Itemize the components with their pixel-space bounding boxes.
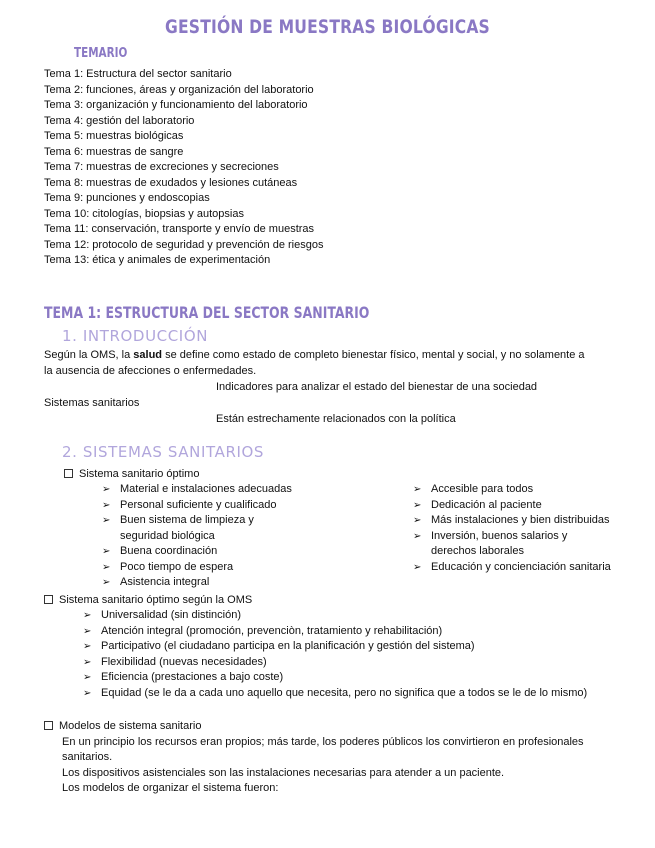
toc-item: Tema 7: muestras de excreciones y secreciones xyxy=(44,161,279,173)
arrow-bullet-icon: ➢ xyxy=(413,500,422,511)
arrow-bullet-icon: ➢ xyxy=(102,515,111,526)
dispositivos-paragraph: Los dispositivos asistenciales son las instalaciones necesarias para atender a un paciente. xyxy=(62,767,505,779)
arrow-bullet-icon: ➢ xyxy=(413,484,422,495)
list-item-continuation: seguridad biológica xyxy=(120,530,215,542)
section-sistemas-heading: 2. SISTEMAS SANITARIOS xyxy=(62,443,265,461)
arrow-bullet-icon: ➢ xyxy=(83,672,92,683)
modelos-paragraph-line2: sanitarios. xyxy=(62,751,113,763)
section-introduccion-heading: 1. INTRODUCCIÓN xyxy=(62,327,209,345)
toc-item: Tema 13: ética y animales de experimentación xyxy=(44,254,271,266)
toc-item: Tema 9: punciones y endoscopias xyxy=(44,192,210,204)
list-item: ➢ Educación y concienciación sanitaria xyxy=(413,560,611,576)
arrow-bullet-icon: ➢ xyxy=(102,577,111,588)
checkbox-icon xyxy=(44,595,53,604)
list-item: ➢ Eficiencia (prestaciones a bajo coste) xyxy=(83,670,283,686)
list-item: ➢ Dedicación al paciente xyxy=(413,498,542,514)
intro-paragraph-line2: la ausencia de afecciones o enfermedades. xyxy=(44,365,257,377)
modelos-intro-paragraph: Los modelos de organizar el sistema fueron: xyxy=(62,782,279,794)
list-item: ➢ Más instalaciones y bien distribuidas xyxy=(413,513,610,529)
arrow-bullet-icon: ➢ xyxy=(413,515,422,526)
toc-item: Tema 8: muestras de exudados y lesiones cutáneas xyxy=(44,176,298,189)
intro-paragraph-line1: Según la OMS, la salud se define como estado de completo bienestar físico, mental y social, y no solamente a xyxy=(44,349,585,361)
arrow-bullet-icon: ➢ xyxy=(413,531,422,542)
tema1-heading: TEMA 1: ESTRUCTURA DEL SECTOR SANITARIO xyxy=(44,303,370,322)
toc-item: Tema 2: funciones, áreas y organización del laboratorio xyxy=(44,83,314,96)
toc-item: Tema 5: muestras biológicas xyxy=(44,130,184,142)
table-of-contents xyxy=(44,67,323,269)
list-item: ➢ Personal suficiente y cualificado xyxy=(102,498,277,514)
arrow-bullet-icon: ➢ xyxy=(83,688,92,699)
arrow-bullet-icon: ➢ xyxy=(83,610,92,621)
toc-heading: TEMARIO xyxy=(74,46,128,61)
list-item: ➢ Asistencia integral xyxy=(102,575,209,591)
toc-item: Tema 3: organización y funcionamiento del laboratorio xyxy=(44,99,308,111)
checkbox-sistema-optimo: Sistema sanitario óptimo xyxy=(64,467,199,482)
sistemas-label: Sistemas sanitarios xyxy=(44,397,140,409)
toc-item: Tema 4: gestión del laboratorio xyxy=(44,114,195,127)
document-title: GESTIÓN DE MUESTRAS BIOLÓGICAS xyxy=(165,16,490,38)
toc-item: Tema 12: protocolo de seguridad y prevención de riesgos xyxy=(44,238,324,251)
list-item: ➢ Buena coordinación xyxy=(102,544,217,560)
toc-item: Tema 1: Estructura del sector sanitario xyxy=(44,68,232,80)
politica-text: Están estrechamente relacionados con la política xyxy=(216,413,456,425)
list-item: ➢ Poco tiempo de espera xyxy=(102,560,233,576)
list-item: ➢ Inversión, buenos salarios y xyxy=(413,529,567,545)
toc-item: Tema 6: muestras de sangre xyxy=(44,145,184,158)
indicadores-text: Indicadores para analizar el estado del bienestar de una sociedad xyxy=(216,381,538,393)
checkbox-icon xyxy=(44,721,53,730)
list-item: ➢ Universalidad (sin distinción) xyxy=(83,608,241,624)
arrow-bullet-icon: ➢ xyxy=(83,626,92,637)
arrow-bullet-icon: ➢ xyxy=(83,641,92,652)
arrow-bullet-icon: ➢ xyxy=(102,546,111,557)
list-item: ➢ Atención integral (promoción, prevenciòn, tratamiento y rehabilitación) xyxy=(83,624,442,640)
list-item: ➢ Equidad (se le da a cada uno aquello que necesita, pero no significa que a todos se le de lo mismo) xyxy=(83,686,587,702)
checkbox-sistema-oms: Sistema sanitario óptimo según la OMS xyxy=(44,593,252,608)
list-item-continuation: derechos laborales xyxy=(431,545,524,557)
modelos-paragraph-line1: En un principio los recursos eran propios; más tarde, los poderes públicos los convirtieron en profesionales xyxy=(62,736,584,748)
checkbox-icon xyxy=(64,469,73,478)
list-item: ➢ Material e instalaciones adecuadas xyxy=(102,482,292,498)
toc-item: Tema 10: citologías, biopsias y autopsias xyxy=(44,207,244,220)
checkbox-modelos: Modelos de sistema sanitario xyxy=(44,719,201,734)
arrow-bullet-icon: ➢ xyxy=(413,562,422,573)
arrow-bullet-icon: ➢ xyxy=(102,562,111,573)
salud-bold: salud xyxy=(133,349,163,361)
list-item: ➢ Buen sistema de limpieza y xyxy=(102,513,254,529)
arrow-bullet-icon: ➢ xyxy=(102,484,111,495)
list-item: ➢ Flexibilidad (nuevas necesidades) xyxy=(83,655,267,671)
list-item: ➢ Accesible para todos xyxy=(413,482,533,498)
arrow-bullet-icon: ➢ xyxy=(102,500,111,511)
list-item: ➢ Participativo (el ciudadano participa en la planificación y gestión del sistema) xyxy=(83,639,475,655)
toc-item: Tema 11: conservación, transporte y envío de muestras xyxy=(44,223,315,235)
arrow-bullet-icon: ➢ xyxy=(83,657,92,668)
